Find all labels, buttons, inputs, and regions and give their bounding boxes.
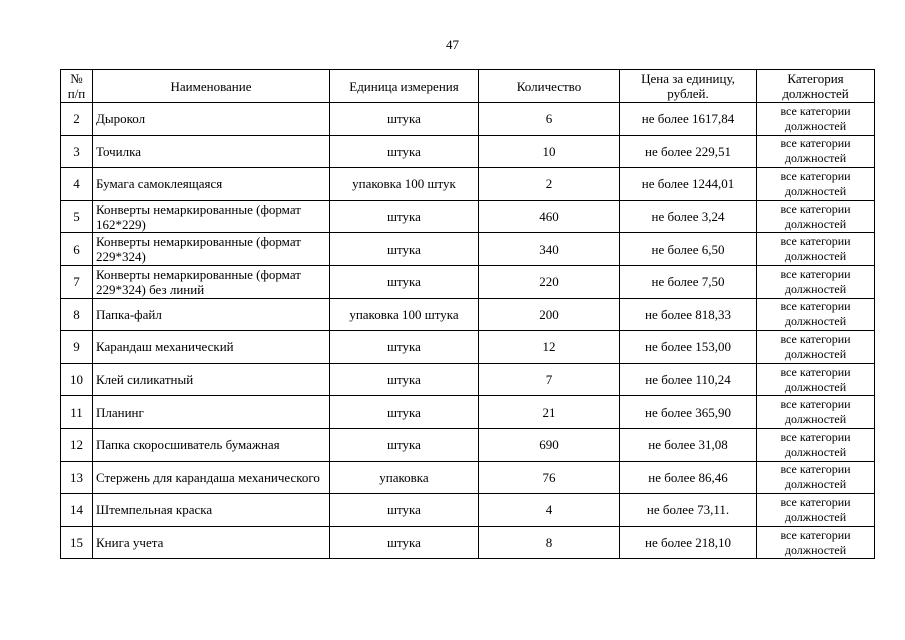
- cell-price: не более 818,33: [620, 298, 757, 331]
- cell-name: Папка-файл: [93, 298, 330, 331]
- cell-number: 14: [61, 494, 93, 527]
- cell-price: не более 365,90: [620, 396, 757, 429]
- cell-unit: штука: [330, 396, 479, 429]
- cell-quantity: 10: [479, 135, 620, 168]
- cell-name: Штемпельная краска: [93, 494, 330, 527]
- cell-name: Точилка: [93, 135, 330, 168]
- cell-name: Папка скоросшиватель бумажная: [93, 428, 330, 461]
- cell-number: 2: [61, 103, 93, 136]
- cell-quantity: 6: [479, 103, 620, 136]
- cell-category: все категории должностей: [757, 428, 875, 461]
- cell-price: не более 86,46: [620, 461, 757, 494]
- cell-unit: штука: [330, 526, 479, 559]
- cell-name: Стержень для карандаша механического: [93, 461, 330, 494]
- cell-name: Карандаш механический: [93, 331, 330, 364]
- cell-unit: штука: [330, 233, 479, 266]
- cell-name: Конверты немаркированные (формат 162*229): [93, 200, 330, 233]
- cell-price: не более 31,08: [620, 428, 757, 461]
- cell-quantity: 21: [479, 396, 620, 429]
- cell-unit: штука: [330, 135, 479, 168]
- table-header-row: [61, 70, 875, 103]
- cell-price: не более 1617,84: [620, 103, 757, 136]
- header-category: Категория должностей: [757, 70, 875, 103]
- cell-price: не более 153,00: [620, 331, 757, 364]
- table-row: [61, 265, 875, 298]
- cell-category: все категории должностей: [757, 396, 875, 429]
- cell-quantity: 7: [479, 363, 620, 396]
- header-number: № п/п: [61, 70, 93, 103]
- cell-price: не более 1244,01: [620, 168, 757, 201]
- cell-price: не более 6,50: [620, 233, 757, 266]
- cell-unit: штука: [330, 200, 479, 233]
- cell-category: все категории должностей: [757, 200, 875, 233]
- cell-number: 13: [61, 461, 93, 494]
- cell-number: 12: [61, 428, 93, 461]
- cell-number: 6: [61, 233, 93, 266]
- cell-quantity: 76: [479, 461, 620, 494]
- table-row: [61, 103, 875, 136]
- table-row: [61, 331, 875, 364]
- cell-unit: штука: [330, 428, 479, 461]
- table-row: [61, 363, 875, 396]
- cell-category: все категории должностей: [757, 331, 875, 364]
- cell-price: не более 110,24: [620, 363, 757, 396]
- cell-price: не более 218,10: [620, 526, 757, 559]
- cell-price: не более 7,50: [620, 265, 757, 298]
- cell-category: все категории должностей: [757, 135, 875, 168]
- cell-unit: штука: [330, 494, 479, 527]
- cell-price: не более 73,11.: [620, 494, 757, 527]
- cell-name: Дырокол: [93, 103, 330, 136]
- cell-number: 3: [61, 135, 93, 168]
- cell-name: Конверты немаркированные (формат 229*324) без линий: [93, 265, 330, 298]
- page-number: 47: [446, 37, 459, 52]
- cell-category: все категории должностей: [757, 298, 875, 331]
- cell-category: все категории должностей: [757, 103, 875, 136]
- table-row: [61, 135, 875, 168]
- cell-name: Книга учета: [93, 526, 330, 559]
- cell-category: все категории должностей: [757, 233, 875, 266]
- cell-unit: штука: [330, 331, 479, 364]
- cell-quantity: 340: [479, 233, 620, 266]
- cell-quantity: 12: [479, 331, 620, 364]
- cell-category: все категории должностей: [757, 168, 875, 201]
- header-unit: Единица измерения: [330, 70, 479, 103]
- table-row: [61, 168, 875, 201]
- cell-unit: упаковка 100 штука: [330, 298, 479, 331]
- cell-price: не более 3,24: [620, 200, 757, 233]
- header-name: Наименование: [93, 70, 330, 103]
- cell-quantity: 2: [479, 168, 620, 201]
- cell-number: 11: [61, 396, 93, 429]
- table-row: [61, 428, 875, 461]
- table-row: [61, 461, 875, 494]
- header-quantity: Количество: [479, 70, 620, 103]
- cell-number: 15: [61, 526, 93, 559]
- cell-price: не более 229,51: [620, 135, 757, 168]
- header-price: Цена за единицу, рублей.: [620, 70, 757, 103]
- table-row: [61, 494, 875, 527]
- cell-unit: штука: [330, 103, 479, 136]
- cell-number: 10: [61, 363, 93, 396]
- cell-unit: штука: [330, 363, 479, 396]
- cell-quantity: 220: [479, 265, 620, 298]
- cell-category: все категории должностей: [757, 526, 875, 559]
- cell-number: 4: [61, 168, 93, 201]
- cell-number: 5: [61, 200, 93, 233]
- table-row: [61, 298, 875, 331]
- cell-number: 8: [61, 298, 93, 331]
- cell-category: все категории должностей: [757, 494, 875, 527]
- cell-quantity: 460: [479, 200, 620, 233]
- cell-unit: штука: [330, 265, 479, 298]
- cell-quantity: 4: [479, 494, 620, 527]
- table-row: [61, 200, 875, 233]
- cell-quantity: 200: [479, 298, 620, 331]
- table-row: [61, 396, 875, 429]
- cell-quantity: 8: [479, 526, 620, 559]
- procurement-table: [60, 69, 875, 559]
- cell-category: все категории должностей: [757, 265, 875, 298]
- cell-category: все категории должностей: [757, 461, 875, 494]
- table-body: [61, 103, 875, 559]
- cell-unit: упаковка: [330, 461, 479, 494]
- cell-name: Конверты немаркированные (формат 229*324): [93, 233, 330, 266]
- table-row: [61, 233, 875, 266]
- cell-category: все категории должностей: [757, 363, 875, 396]
- cell-number: 9: [61, 331, 93, 364]
- cell-name: Бумага самоклеящаяся: [93, 168, 330, 201]
- cell-quantity: 690: [479, 428, 620, 461]
- table-row: [61, 526, 875, 559]
- cell-name: Планинг: [93, 396, 330, 429]
- cell-unit: упаковка 100 штук: [330, 168, 479, 201]
- cell-number: 7: [61, 265, 93, 298]
- cell-name: Клей силикатный: [93, 363, 330, 396]
